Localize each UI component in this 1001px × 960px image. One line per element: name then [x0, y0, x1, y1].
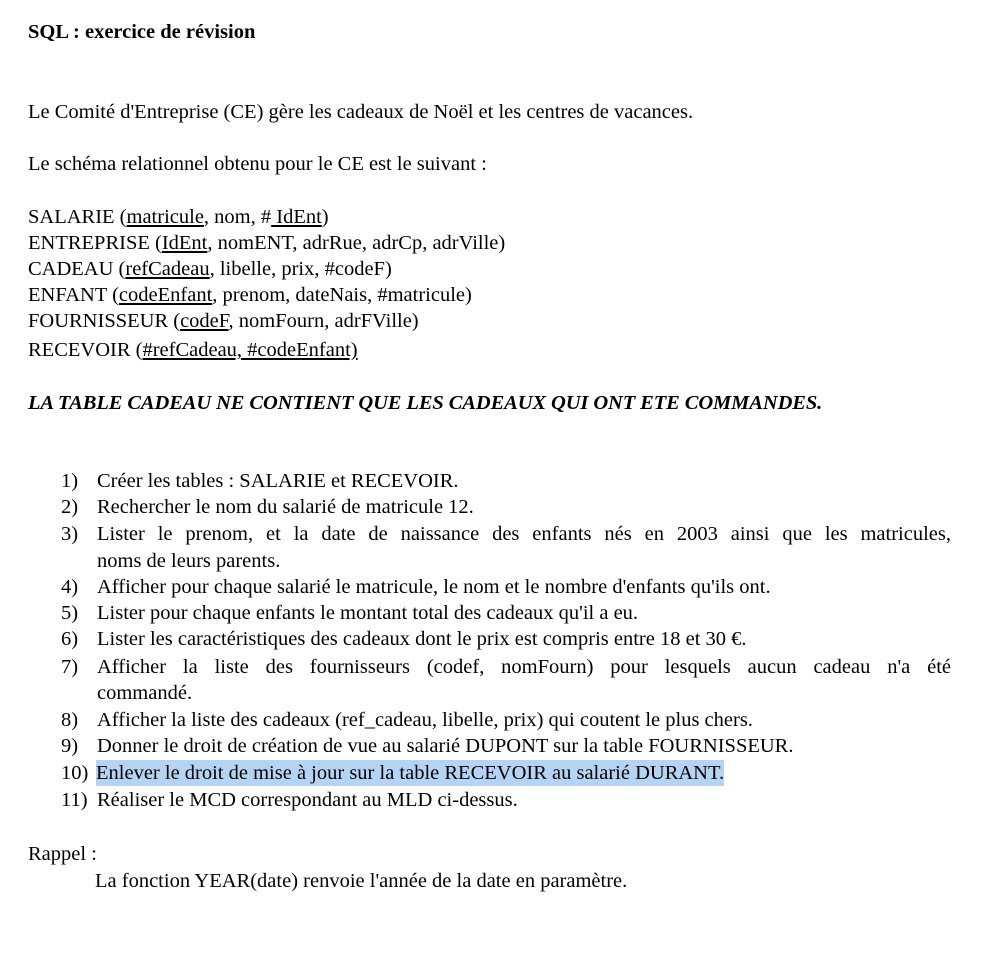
schema-cadeau: CADEAU (refCadeau, libelle, prix, #codeF)	[28, 258, 392, 280]
question-text: Afficher pour chaque salarié le matricule, le nom et le nombre d'enfants qu'ils ont.	[97, 576, 771, 598]
question-text: Lister le prenom, et la date de naissance des enfants nés en 2003 ainsi que les matricules,	[97, 523, 951, 545]
question-number: 10)	[61, 762, 89, 784]
question-number: 4)	[61, 576, 79, 598]
question-number: 9)	[61, 735, 79, 757]
question-text: Créer les tables : SALARIE et RECEVOIR.	[97, 470, 459, 492]
question-text: Afficher la liste des fournisseurs (codef, nomFourn) pour lesquels aucun cadeau n'a été	[97, 656, 951, 678]
question-number: 1)	[61, 470, 79, 492]
schema-enfant: ENFANT (codeEnfant, prenom, dateNais, #matricule)	[28, 284, 472, 306]
schema-entreprise: ENTREPRISE (IdEnt, nomENT, adrRue, adrCp, adrVille)	[28, 232, 506, 254]
question-number: 7)	[61, 656, 79, 678]
reminder-label: Rappel :	[28, 843, 97, 865]
warning-text: LA TABLE CADEAU NE CONTIENT QUE LES CADEAUX QUI ONT ETE COMMANDES.	[28, 392, 823, 414]
intro-text: Le Comité d'Entreprise (CE) gère les cadeaux de Noël et les centres de vacances.	[28, 101, 694, 123]
question-text: Afficher la liste des cadeaux (ref_cadeau, libelle, prix) qui coutent le plus chers.	[97, 709, 753, 731]
question-number: 11)	[61, 789, 88, 811]
schema-recevoir: RECEVOIR (#refCadeau, #codeEnfant)	[28, 339, 358, 361]
question-text: Lister pour chaque enfants le montant total des cadeaux qu'il a eu.	[97, 602, 639, 624]
question-text: Lister les caractéristiques des cadeaux dont le prix est compris entre 18 et 30 €.	[97, 628, 747, 650]
question-text: Réaliser le MCD correspondant au MLD ci-dessus.	[97, 789, 518, 811]
question-text-continued: noms de leurs parents.	[97, 550, 281, 572]
question-number: 6)	[61, 628, 79, 650]
question-number: 5)	[61, 602, 79, 624]
question-number: 8)	[61, 709, 79, 731]
question-number: 3)	[61, 523, 79, 545]
page-title: SQL : exercice de révision	[28, 21, 256, 43]
question-text-continued: commandé.	[97, 682, 193, 704]
question-text: Rechercher le nom du salarié de matricule 12.	[97, 496, 474, 518]
question-number: 2)	[61, 496, 79, 518]
schema-fournisseur: FOURNISSEUR (codeF, nomFourn, adrFVille)	[28, 310, 419, 332]
schema-intro: Le schéma relationnel obtenu pour le CE est le suivant :	[28, 153, 487, 175]
question-text: Donner le droit de création de vue au salarié DUPONT sur la table FOURNISSEUR.	[97, 735, 794, 757]
reminder-text: La fonction YEAR(date) renvoie l'année de la date en paramètre.	[95, 870, 628, 892]
schema-salarie: SALARIE (matricule, nom, # IdEnt)	[28, 206, 329, 228]
question-text-highlighted: Enlever le droit de mise à jour sur la table RECEVOIR au salarié DURANT.	[96, 762, 725, 784]
